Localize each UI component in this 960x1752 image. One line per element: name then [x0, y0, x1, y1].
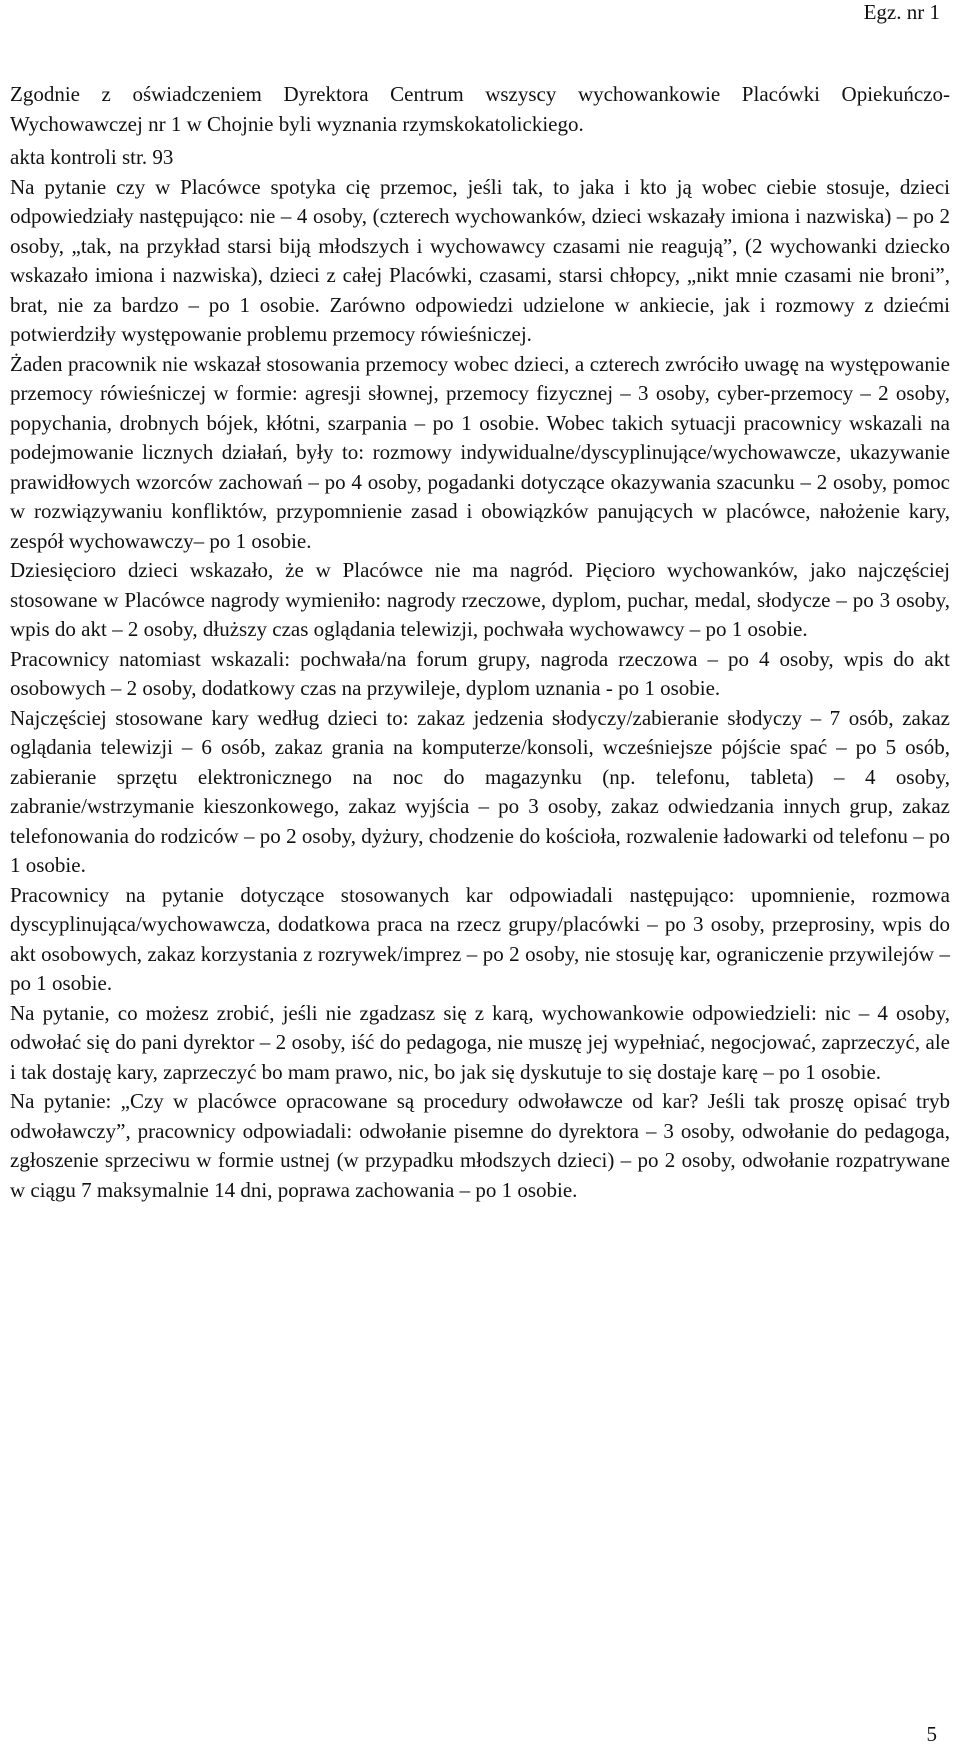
audit-file-reference: akta kontroli str. 93	[10, 145, 174, 169]
paragraph-violence-children: Na pytanie czy w Placówce spotyka cię przemoc, jeśli tak, to jaka i kto ją wobec ciebie stosuje, dzieci odpowiedziały następująco: nie – 4 osoby, (czterech wychowanków, dzieci wskazały imiona i nazwiska) – po 2 osoby, „tak, na przykład starsi biją młodszych i wychowawcy czasami nie reagują”, (2 wychowanki dziecko wskazało imiona i nazwiska), dzieci z całej Placówki, czasami, starsi chłopcy, „nikt mnie czasami nie broni”, brat, nie za bardzo – po 1 osobie. Zarówno odpowiedzi udzielone w ankiecie, jak i rozmowy z dziećmi potwierdziły występowanie problemu przemocy rówieśniczej.	[10, 174, 950, 346]
paragraph-violence-staff: Żaden pracownik nie wskazał stosowania przemocy wobec dzieci, a czterech zwróciło uwagę na występowanie przemocy rówieśniczej w formie: agresji słownej, przemocy fizycznej – 3 osoby, cyber-przemocy – 2 osoby, popychania, drobnych bójek, kłótni, szarpania – po 1 osobie. Wobec takich sytuacji pracownicy wskazali na podejmowanie licznych działań, były to: rozmowy indywidualne/dyscyplinujące/wychowawcze, ukazywanie prawidłowych wzorców zachowań – po 4 osoby, pogadanki dotyczące okazywania szacunku – 2 osoby, pomoc w rozwiązywaniu konfliktów, przypomnienie zasad i obowiązków panujących w placówce, nałożenie kary, zespół wychowawczy– po 1 osobie.	[10, 351, 950, 553]
paragraph-disagreement-children: Na pytanie, co możesz zrobić, jeśli nie zgadzasz się z karą, wychowankowie odpowiedzieli: nic – 4 osoby, odwołać się do pani dyrektor – 2 osoby, iść do pedagoga, nie muszę jej wypełniać, negocjować, zaprzeczyć, ale i tak dostaję kary, zaprzeczyć bo mam prawo, nic, bo jak się dyskutuje to się dostaje karę – po 1 osobie.	[10, 1000, 950, 1084]
copy-number-label: Egz. nr 1	[863, 0, 940, 24]
paragraph-rewards-children: Dziesięcioro dzieci wskazało, że w Placówce nie ma nagród. Pięcioro wychowanków, jako najczęściej stosowane w Placówce nagrody wymieniło: nagrody rzeczowe, dyplom, puchar, medal, słodycze – po 3 osoby, wpis do akt – 2 osoby, dłuższy czas oglądania telewizji, pochwała wychowawcy – po 1 osobie.	[10, 558, 950, 641]
paragraph-punishments-staff: Pracownicy na pytanie dotyczące stosowanych kar odpowiadali następująco: upomnienie, rozmowa dyscyplinująca/wychowawcza, dodatkowa praca na rzecz grupy/placówki – po 3 osoby, przeprosiny, wpis do akt osobowych, zakaz korzystania z rozrywek/imprez – po 2 osoby, nie stosuję kar, ograniczenie przywilejów – po 1 osobie.	[10, 882, 950, 995]
paragraph-rewards-staff: Pracownicy natomiast wskazali: pochwała/na forum grupy, nagroda rzeczowa – po 4 osoby, wpis do akt osobowych – 2 osoby, dodatkowy czas na przywileje, dyplom uznania - po 1 osobie.	[10, 646, 950, 700]
page-number: 5	[926, 1722, 937, 1746]
document-body	[10, 80, 950, 1205]
intro-paragraph: Zgodnie z oświadczeniem Dyrektora Centrum wszyscy wychowankowie Placówki Opiekuńczo-Wychowawczej nr 1 w Chojnie byli wyznania rzymskokatolickiego.	[10, 82, 950, 136]
paragraph-appeal-procedures: Na pytanie: „Czy w placówce opracowane są procedury odwoławcze od kar? Jeśli tak proszę opisać tryb odwoławczy”, pracownicy odpowiadali: odwołanie pisemne do dyrektora – 3 osoby, odwołanie do pedagoga, zgłoszenie sprzeciwu w formie ustnej (w przypadku młodszych dzieci) – po 2 osoby, odwołanie rozpatrywane w ciągu 7 maksymalnie 14 dni, poprawa zachowania – po 1 osobie.	[10, 1089, 950, 1202]
paragraph-punishments-children: Najczęściej stosowane kary według dzieci to: zakaz jedzenia słodyczy/zabieranie słodyczy – 7 osób, zakaz oglądania telewizji – 6 osób, zakaz grania na komputerze/konsoli, wcześniejsze pójście spać – po 5 osób, zabieranie sprzętu elektronicznego na noc do magazynku (np. telefonu, tableta) – 4 osoby, zabranie/wstrzymanie kieszonkowego, zakaz wyjścia – po 3 osoby, zakaz odwiedzania innych grup, zakaz telefonowania do rodziców – po 2 osoby, dyżury, chodzenie do kościoła, rozwalenie ładowarki od telefonu – po 1 osobie.	[10, 705, 950, 877]
